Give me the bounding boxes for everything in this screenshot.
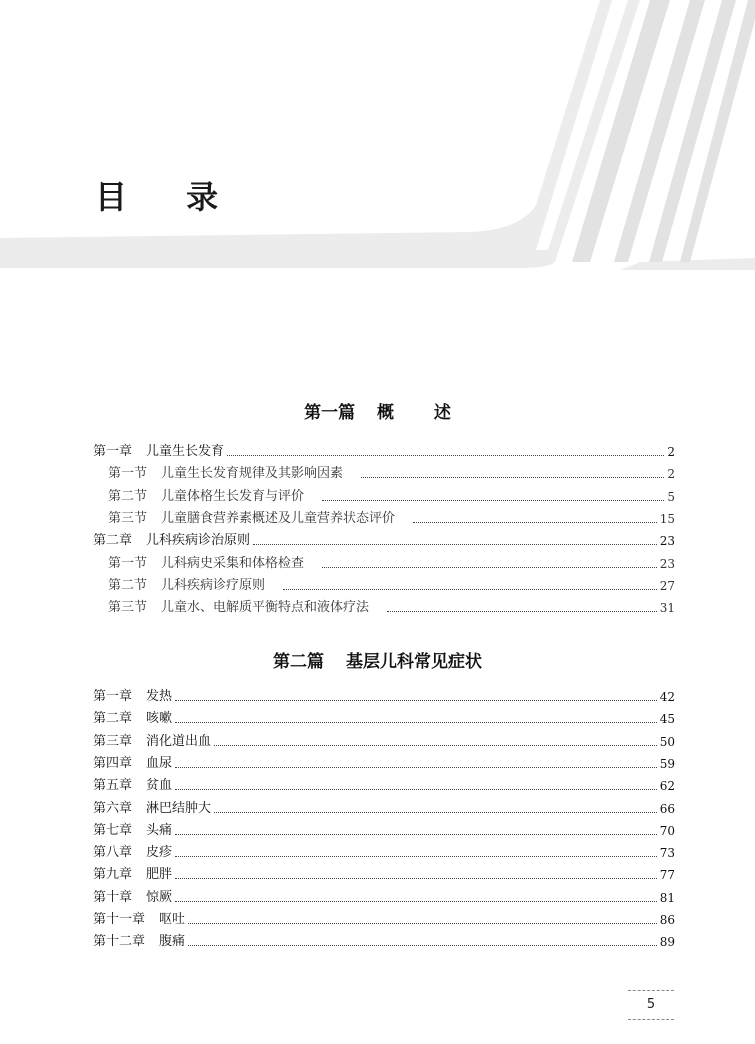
dot-leader (214, 812, 657, 813)
toc-entry-title: 血尿 (146, 755, 173, 771)
toc-entry[interactable] (93, 529, 675, 549)
toc-entry-title: 儿科疾病诊治原则 (146, 533, 251, 549)
toc-entry-label (93, 734, 211, 750)
toc-entry-number: 第三章 (93, 733, 133, 749)
toc-entry-page: 62 (659, 779, 675, 794)
toc-entry-number: 第十一章 (93, 912, 146, 927)
toc-entry-label (93, 711, 172, 727)
toc-entry-page: 50 (659, 734, 675, 749)
part-name-char: 述 (433, 403, 451, 423)
toc-entry[interactable] (93, 507, 675, 527)
toc-entry-number: 第二节 (108, 488, 148, 504)
dot-leader (175, 856, 657, 857)
header-decoration (0, 0, 755, 270)
toc-entry-label (93, 934, 185, 950)
toc-entry-page: 86 (659, 913, 675, 927)
dot-leader (322, 500, 664, 501)
toc-entry-title: 儿科病史采集和体格检查 (161, 555, 305, 571)
toc-entry-label (93, 756, 172, 772)
toc-entry-label (108, 600, 369, 616)
toc-entry-number: 第二章 (93, 711, 133, 727)
page-number: 5 (628, 990, 674, 1020)
part-number: 第二篇 (273, 652, 325, 672)
part-number: 第一篇 (304, 403, 356, 423)
toc-entry[interactable] (93, 596, 675, 616)
part-heading-1 (0, 398, 755, 423)
toc-entry-page: 45 (659, 712, 675, 727)
toc-entry-title: 皮疹 (146, 845, 173, 861)
dot-leader (175, 789, 657, 790)
dot-leader (214, 745, 657, 746)
toc-entry-page: 59 (659, 756, 675, 771)
toc-entry-label (108, 511, 395, 527)
toc-entry-number: 第五章 (93, 778, 133, 794)
dot-leader (253, 544, 657, 545)
toc-entry-label (93, 778, 172, 794)
part-name-char: 概 (377, 403, 394, 423)
toc-entry[interactable] (93, 930, 675, 950)
toc-entry-page: 27 (659, 578, 675, 593)
toc-entry-title: 呕吐 (159, 912, 186, 927)
toc-entry-title: 贫血 (146, 778, 173, 794)
toc-entry-page: 15 (659, 511, 675, 526)
dot-leader (175, 700, 657, 701)
toc-entry-label (108, 556, 304, 572)
dot-leader (227, 455, 664, 456)
toc-entry-title: 腹痛 (159, 934, 186, 950)
toc-entry[interactable] (93, 552, 675, 572)
toc-entry-label (108, 466, 343, 482)
toc-entry-number: 第八章 (93, 845, 133, 861)
toc-entry-label (93, 823, 172, 839)
dot-leader (175, 878, 657, 879)
toc-entry[interactable] (93, 730, 675, 750)
toc-entry-title: 淋巴结肿大 (146, 800, 212, 816)
toc-entry-title: 肥胖 (146, 867, 173, 883)
toc-entry[interactable] (93, 485, 675, 505)
toc-entry-title: 发热 (146, 689, 173, 704)
toc-entry-number: 第一节 (108, 555, 148, 571)
toc-entry-page: 42 (659, 690, 675, 704)
toc-entry-page: 2 (667, 467, 675, 482)
toc-entry-page: 77 (659, 868, 675, 883)
toc-entry-title: 儿童膳食营养素概述及儿童营养状态评价 (161, 510, 396, 526)
toc-entry-number: 第二章 (93, 533, 133, 549)
dot-leader (175, 767, 657, 768)
toc-entry-title: 儿科疾病诊疗原则 (161, 577, 266, 593)
page-title: 目 录 (95, 178, 243, 216)
toc-entry[interactable] (93, 462, 675, 482)
toc-entry-number: 第三节 (108, 600, 148, 616)
toc-entry[interactable] (93, 574, 675, 594)
dot-leader (175, 834, 657, 835)
toc-entry-page: 81 (659, 890, 675, 905)
part-heading-2 (0, 647, 755, 672)
toc-entry-label (108, 489, 304, 505)
dot-leader (413, 522, 657, 523)
dot-leader (188, 923, 657, 924)
toc-entry-page: 70 (659, 823, 675, 838)
toc-entry[interactable] (93, 886, 675, 906)
toc-entry-number: 第四章 (93, 755, 133, 771)
toc-entry-number: 第七章 (93, 822, 133, 838)
toc-entry[interactable] (93, 752, 675, 772)
toc-entry-page: 23 (659, 534, 675, 549)
dot-leader (322, 567, 657, 568)
toc-entry-number: 第十章 (93, 889, 133, 905)
toc-entry-page: 73 (659, 846, 675, 861)
toc-entry-page: 23 (659, 556, 675, 571)
toc-entry-label (108, 578, 265, 594)
toc-entry[interactable] (93, 440, 675, 460)
toc-entry-page: 2 (667, 445, 675, 459)
toc-entry-number: 第一节 (108, 466, 148, 482)
dot-leader (175, 901, 657, 902)
toc-entry-label (93, 890, 172, 906)
dot-leader (175, 722, 657, 723)
toc-entry[interactable] (93, 841, 675, 861)
toc-entry-title: 儿童生长发育规律及其影响因素 (161, 466, 344, 482)
dot-leader (283, 589, 657, 590)
toc-entry-label (93, 801, 211, 817)
dot-leader (387, 611, 657, 612)
toc-entry-title: 惊厥 (146, 889, 173, 905)
toc-entry-page: 5 (667, 489, 675, 504)
toc-entry[interactable] (93, 707, 675, 727)
toc-entry-title: 消化道出血 (146, 733, 212, 749)
toc-entry-title: 儿童生长发育 (146, 444, 225, 459)
toc-entry[interactable] (93, 908, 675, 928)
toc-entry[interactable] (93, 797, 675, 817)
toc-entry-page: 31 (659, 601, 675, 616)
toc-entry-number: 第三节 (108, 510, 148, 526)
toc-entry-title: 儿童水、电解质平衡特点和液体疗法 (161, 600, 370, 616)
toc-entry-label (93, 845, 172, 861)
toc-entry-title: 咳嗽 (146, 711, 173, 727)
dot-leader (188, 945, 657, 946)
toc-entry-number: 第九章 (93, 867, 133, 883)
toc-entry[interactable] (93, 863, 675, 883)
toc-entry-number: 第二节 (108, 577, 148, 593)
toc-entry-number: 第六章 (93, 800, 133, 816)
toc-entry-number: 第十二章 (93, 934, 146, 950)
toc-entry-label (93, 444, 224, 460)
toc-entry[interactable] (93, 774, 675, 794)
part-name: 基层儿科常见症状 (345, 652, 482, 672)
dot-leader (361, 477, 664, 478)
toc-entry-label (93, 689, 172, 705)
toc-entry-number: 第一章 (93, 689, 133, 704)
toc-entry-title: 儿童体格生长发育与评价 (161, 488, 305, 504)
toc-entry-page: 66 (659, 801, 675, 816)
toc-entry-label (93, 912, 185, 928)
toc-entry[interactable] (93, 819, 675, 839)
toc-entry-label (93, 533, 250, 549)
toc-entry-label (93, 867, 172, 883)
toc-entry-number: 第一章 (93, 444, 133, 459)
toc-entry-page: 89 (659, 935, 675, 950)
toc-entry-title: 头痛 (146, 822, 173, 838)
toc-entry[interactable] (93, 685, 675, 705)
